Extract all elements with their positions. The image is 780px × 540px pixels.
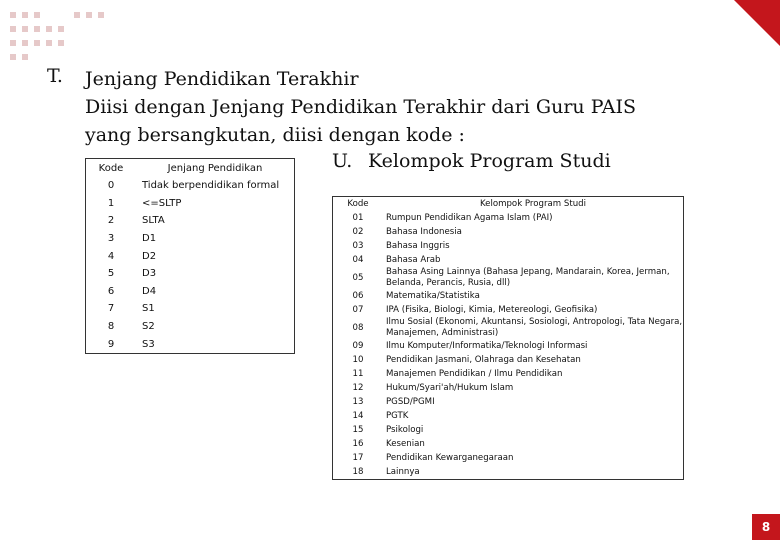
row-code: 02	[352, 226, 364, 237]
row-description: Bahasa Asing Lainnya (Bahasa Jepang, Mandarain, Korea, Jerman, Belanda, Perancis, Rusia, dll)	[386, 267, 670, 288]
row-code: 8	[107, 321, 115, 333]
row-description: Hukum/Syari'ah/Hukum Islam	[386, 382, 514, 393]
table-row	[333, 395, 684, 409]
table-row	[86, 212, 295, 230]
row-description: Tidak berpendidikan formal	[142, 180, 280, 192]
table-row	[86, 177, 295, 195]
row-code: 17	[352, 452, 364, 463]
row-code: 5	[107, 268, 115, 280]
row-description: Bahasa Indonesia	[386, 226, 462, 237]
table-row	[333, 465, 684, 480]
table-row	[333, 437, 684, 451]
header-kode: Kode	[98, 162, 124, 174]
section-u-title: Kelompok Program Studi	[368, 150, 611, 172]
table-row	[333, 381, 684, 395]
row-code: 7	[107, 303, 115, 315]
row-code: 2	[107, 215, 115, 227]
row-description: PGSD/PGMI	[386, 396, 435, 407]
row-description: D2	[142, 250, 157, 262]
row-code: 4	[107, 250, 115, 262]
row-description: S2	[142, 321, 155, 333]
table-row	[333, 367, 684, 381]
row-code: 13	[352, 396, 364, 407]
row-description: D4	[142, 285, 157, 297]
table-row	[86, 283, 295, 301]
header-kode: Kode	[347, 199, 369, 209]
section-t-title: Jenjang Pendidikan Terakhir	[85, 68, 359, 90]
row-code: 12	[352, 382, 364, 393]
prodi-table	[332, 196, 684, 480]
row-code: 11	[352, 368, 364, 379]
row-code: 9	[107, 338, 115, 350]
row-code: 03	[352, 240, 364, 251]
row-code: 08	[352, 322, 364, 333]
table-row	[86, 230, 295, 248]
section-t-heading	[85, 65, 705, 149]
row-code: 15	[352, 424, 364, 435]
table-row	[333, 211, 684, 225]
table-row	[333, 253, 684, 267]
row-code: 10	[352, 354, 364, 365]
table-row	[86, 335, 295, 353]
row-description: S3	[142, 338, 155, 350]
row-description: Kesenian	[386, 438, 425, 449]
row-description: Ilmu Sosial (Ekonomi, Akuntansi, Sosiologi, Antropologi, Tata Negara, Manajemen, Administrasi)	[386, 317, 683, 338]
row-code: 3	[107, 233, 115, 245]
row-description: Bahasa Arab	[386, 254, 441, 265]
table-row	[333, 267, 684, 289]
page-number-badge: 8	[752, 514, 780, 540]
jenjang-table-body	[86, 177, 295, 353]
row-description: Bahasa Inggris	[386, 240, 450, 251]
header-kelompok: Kelompok Program Studi	[479, 199, 587, 209]
row-code: 14	[352, 410, 364, 421]
row-code: 09	[352, 340, 364, 351]
row-description: SLTA	[142, 215, 165, 227]
row-description: S1	[142, 303, 155, 315]
jenjang-table	[85, 158, 295, 354]
row-description: Pendidikan Jasmani, Olahraga dan Kesehatan	[386, 354, 581, 365]
row-code: 18	[352, 466, 364, 477]
table-row	[333, 409, 684, 423]
section-t-marker: T.	[47, 65, 63, 87]
section-t-line-3: yang bersangkutan, diisi dengan kode :	[85, 124, 465, 146]
row-code: 16	[352, 438, 364, 449]
row-code: 1	[107, 197, 115, 209]
section-t-line-2: Diisi dengan Jenjang Pendidikan Terakhir dari Guru PAIS	[85, 96, 636, 118]
table-row	[333, 451, 684, 465]
red-corner-triangle	[720, 0, 780, 60]
row-description: IPA (Fisika, Biologi, Kimia, Metereologi, Geofisika)	[386, 304, 598, 315]
row-description: Psikologi	[386, 424, 424, 435]
row-description: Ilmu Komputer/Informatika/Teknologi Informasi	[386, 340, 588, 351]
row-code: 6	[107, 285, 115, 297]
table-row	[333, 239, 684, 253]
table-row	[86, 265, 295, 283]
table-row	[86, 318, 295, 336]
table-row	[86, 300, 295, 318]
row-description: D1	[142, 233, 157, 245]
row-code: 05	[352, 272, 364, 283]
row-description: PGTK	[386, 410, 409, 421]
table-row	[86, 195, 295, 213]
table-header-row	[333, 197, 684, 212]
row-description: Matematika/Statistika	[386, 290, 480, 301]
row-code: 07	[352, 304, 364, 315]
prodi-table-body	[333, 211, 684, 480]
row-description: Pendidikan Kewarganegaraan	[386, 452, 514, 463]
table-row	[333, 339, 684, 353]
table-row	[333, 423, 684, 437]
row-description: D3	[142, 268, 157, 280]
row-description: Rumpun Pendidikan Agama Islam (PAI)	[386, 212, 553, 223]
row-code: 01	[352, 212, 364, 223]
row-description: Manajemen Pendidikan / Ilmu Pendidikan	[386, 368, 563, 379]
table-header-row	[86, 159, 295, 178]
header-jenjang: Jenjang Pendidikan	[167, 162, 263, 174]
row-description: <=SLTP	[142, 197, 182, 209]
table-row	[333, 225, 684, 239]
section-u-marker: U.	[332, 150, 353, 172]
row-description: Lainnya	[386, 466, 420, 477]
row-code: 0	[107, 180, 115, 192]
table-row	[86, 247, 295, 265]
row-code: 04	[352, 254, 364, 265]
table-row	[333, 289, 684, 303]
table-row	[333, 317, 684, 339]
table-row	[333, 353, 684, 367]
table-row	[333, 303, 684, 317]
row-code: 06	[352, 290, 364, 301]
